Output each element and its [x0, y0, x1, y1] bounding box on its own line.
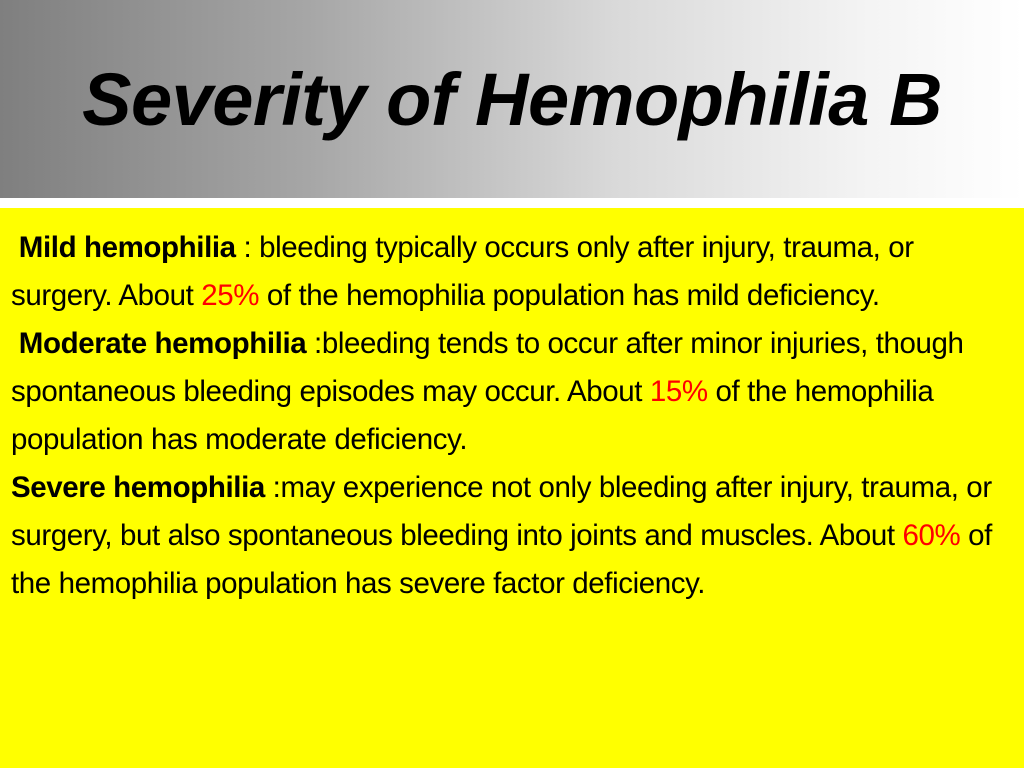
severity-text: of the hemophilia population has moderate deficiency.	[11, 375, 934, 456]
severity-item-severe	[11, 464, 1011, 608]
severity-text: of the hemophilia population has mild deficiency.	[259, 279, 880, 312]
title-band	[0, 0, 1024, 198]
severity-list	[11, 224, 1011, 608]
severity-item-moderate	[11, 320, 1011, 464]
severity-percentage: 15%	[649, 375, 708, 408]
severity-text: :bleeding tends to occur after minor injuries, though spontaneous bleeding episodes may occur. About	[11, 327, 964, 408]
severity-percentage: 25%	[201, 279, 260, 312]
severity-percentage: 60%	[902, 519, 961, 552]
severity-item-mild	[11, 224, 1011, 320]
severity-term: Moderate hemophilia	[18, 327, 307, 360]
slide-title: Severity of Hemophilia B	[82, 58, 942, 141]
severity-text: :may experience not only bleeding after injury, trauma, or surgery, but also spontaneous bleeding into joints and muscles. About	[11, 471, 992, 552]
severity-text: of the hemophilia population has severe factor deficiency.	[11, 519, 992, 600]
severity-term: Mild hemophilia	[18, 231, 236, 264]
severity-term: Severe hemophilia	[11, 471, 265, 504]
severity-text: : bleeding typically occurs only after injury, trauma, or surgery. About	[11, 231, 914, 312]
content-box	[0, 208, 1024, 768]
